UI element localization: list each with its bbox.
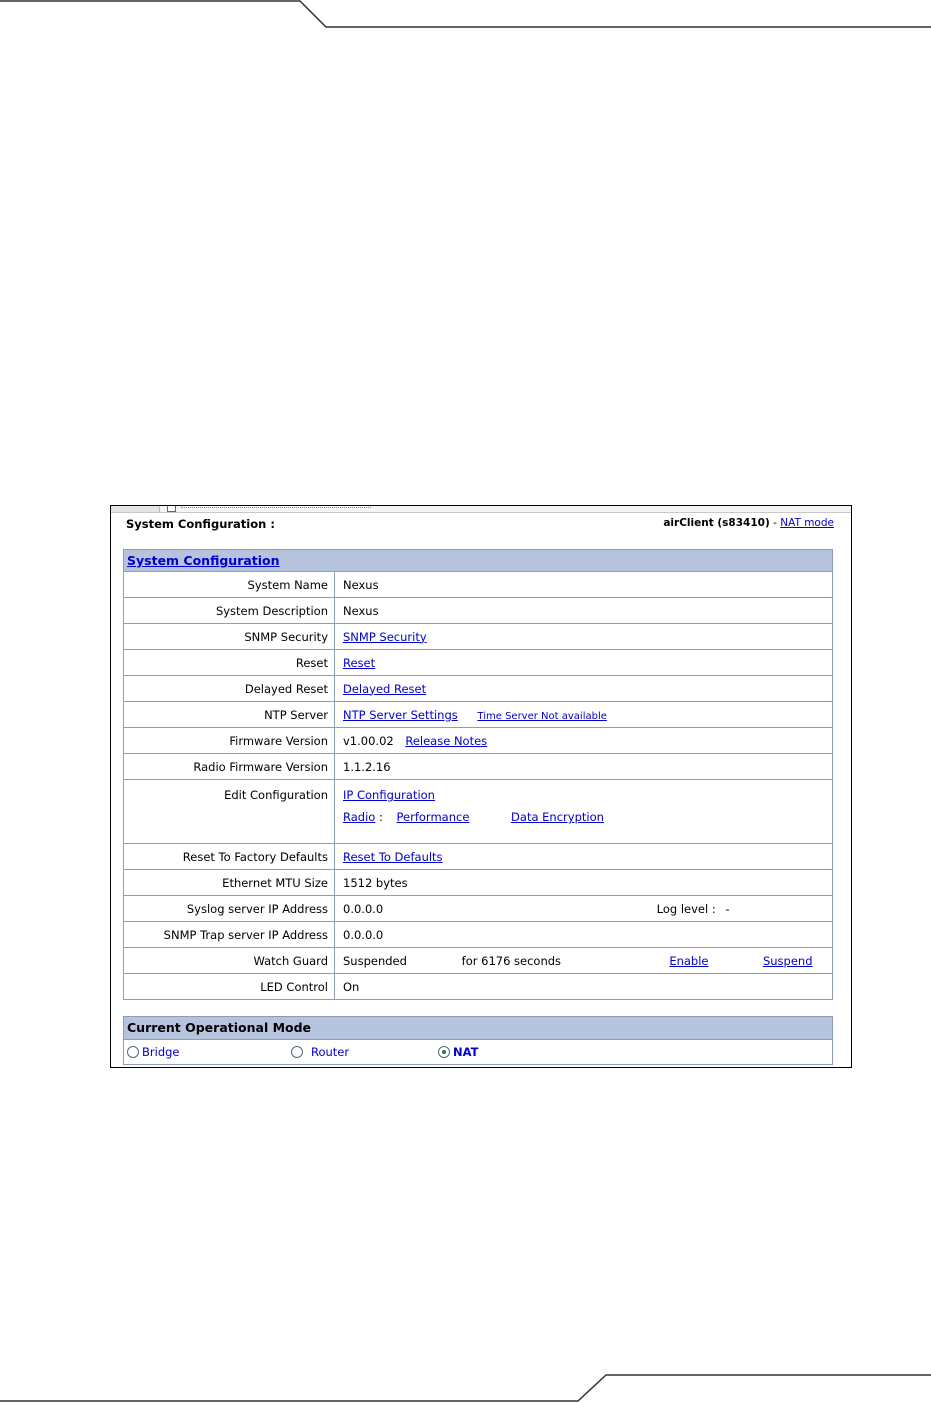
ip-configuration-link[interactable]: IP Configuration: [343, 788, 435, 802]
led-control-label: LED Control: [124, 974, 335, 1000]
table-row: [124, 728, 833, 754]
watch-guard-suspend-link[interactable]: Suspend: [762, 953, 813, 968]
snmp-trap-server-value: 0.0.0.0: [335, 922, 833, 948]
system-description-label: System Description: [124, 598, 335, 624]
syslog-server-label: Syslog server IP Address: [124, 896, 335, 922]
syslog-server-value: 0.0.0.0: [343, 901, 384, 916]
table-row: [124, 598, 833, 624]
page-title: System Configuration :: [126, 517, 275, 531]
watch-guard-label: Watch Guard: [124, 948, 335, 974]
ntp-server-settings-link[interactable]: NTP Server Settings: [343, 707, 458, 722]
snmp-security-link[interactable]: SNMP Security: [343, 629, 427, 644]
ntp-server-cell: [335, 702, 833, 728]
ntp-server-label: NTP Server: [124, 702, 335, 728]
radio-bridge[interactable]: [127, 1045, 180, 1059]
embedded-screenshot: [110, 505, 852, 1068]
factory-defaults-label: Reset To Factory Defaults: [124, 844, 335, 870]
firmware-version-cell: [335, 728, 833, 754]
system-description-value: Nexus: [335, 598, 833, 624]
cropped-text-fragment: [181, 507, 371, 510]
table-row: [124, 870, 833, 896]
radio-link[interactable]: Radio: [343, 810, 376, 824]
firmware-version-label: Firmware Version: [124, 728, 335, 754]
radio-firmware-version-label: Radio Firmware Version: [124, 754, 335, 780]
edit-configuration-label: Edit Configuration: [124, 780, 335, 844]
snmp-trap-server-label: SNMP Trap server IP Address: [124, 922, 335, 948]
radio-router-circle[interactable]: [291, 1046, 303, 1058]
radio-router[interactable]: [291, 1045, 349, 1059]
table-row: [124, 844, 833, 870]
ethernet-mtu-value: 1512 bytes: [335, 870, 833, 896]
system-name-value: Nexus: [335, 572, 833, 598]
radio-nat-label: NAT: [453, 1045, 479, 1059]
table-row: [124, 650, 833, 676]
watch-guard-enable-link[interactable]: Enable: [669, 953, 709, 968]
radio-nat-circle[interactable]: [438, 1046, 450, 1058]
delayed-reset-label: Delayed Reset: [124, 676, 335, 702]
watch-guard-state: Suspended: [343, 953, 407, 968]
release-notes-link[interactable]: Release Notes: [405, 733, 488, 748]
ethernet-mtu-label: Ethernet MTU Size: [124, 870, 335, 896]
operational-mode-radios: [124, 1040, 832, 1064]
data-encryption-link[interactable]: Data Encryption: [511, 810, 604, 824]
snmp-security-cell: [335, 624, 833, 650]
cropped-toolbar-strip: [111, 506, 851, 513]
syslog-server-cell: [335, 896, 833, 922]
table-row: [124, 572, 833, 598]
log-level-label: Log level :: [656, 901, 716, 916]
system-config-table: [123, 549, 833, 1000]
table-row: [124, 702, 833, 728]
reset-label: Reset: [124, 650, 335, 676]
led-control-value: On: [335, 974, 833, 1000]
top-rule: [0, 1, 931, 27]
header-separator: -: [773, 517, 777, 529]
snmp-security-label: SNMP Security: [124, 624, 335, 650]
log-level-value: -: [725, 901, 730, 916]
radio-bridge-circle[interactable]: [127, 1046, 139, 1058]
watch-guard-duration: for 6176 seconds: [461, 953, 562, 968]
operational-mode-panel: [123, 1016, 833, 1065]
radio-router-label: Router: [311, 1045, 350, 1059]
nat-mode-link[interactable]: NAT mode: [780, 517, 834, 529]
table-row: [124, 780, 833, 844]
reset-link[interactable]: Reset: [343, 655, 376, 670]
performance-link[interactable]: Performance: [396, 810, 470, 824]
table-row: [124, 896, 833, 922]
checkbox-fragment: [167, 505, 176, 512]
system-name-label: System Name: [124, 572, 335, 598]
reset-to-defaults-link[interactable]: Reset To Defaults: [343, 849, 443, 864]
edit-configuration-cell: [335, 780, 833, 844]
edit-config-line-2: [343, 810, 832, 832]
table-row: [124, 624, 833, 650]
system-configuration-link[interactable]: System Configuration: [127, 553, 280, 568]
bottom-rule: [0, 1375, 931, 1401]
toolbar-fragment: [111, 506, 160, 512]
device-name: airClient (s83410): [663, 517, 770, 529]
radio-colon: :: [378, 810, 383, 824]
radio-bridge-label: Bridge: [142, 1045, 180, 1059]
edit-config-line-1: [343, 780, 832, 810]
operational-mode-title: Current Operational Mode: [124, 1017, 832, 1040]
factory-defaults-cell: [335, 844, 833, 870]
table-row: [124, 754, 833, 780]
reset-cell: [335, 650, 833, 676]
table-row: [124, 948, 833, 974]
device-header: [663, 517, 834, 529]
section-header: [124, 550, 833, 572]
table-row: [124, 974, 833, 1000]
delayed-reset-cell: [335, 676, 833, 702]
delayed-reset-link[interactable]: Delayed Reset: [343, 681, 427, 696]
table-row: [124, 922, 833, 948]
time-server-status-link[interactable]: Time Server Not available: [477, 710, 607, 722]
radio-nat[interactable]: [438, 1045, 478, 1059]
watch-guard-cell: [335, 948, 833, 974]
radio-firmware-version-value: 1.1.2.16: [335, 754, 833, 780]
firmware-version-value: v1.00.02: [343, 733, 394, 748]
table-row: [124, 676, 833, 702]
